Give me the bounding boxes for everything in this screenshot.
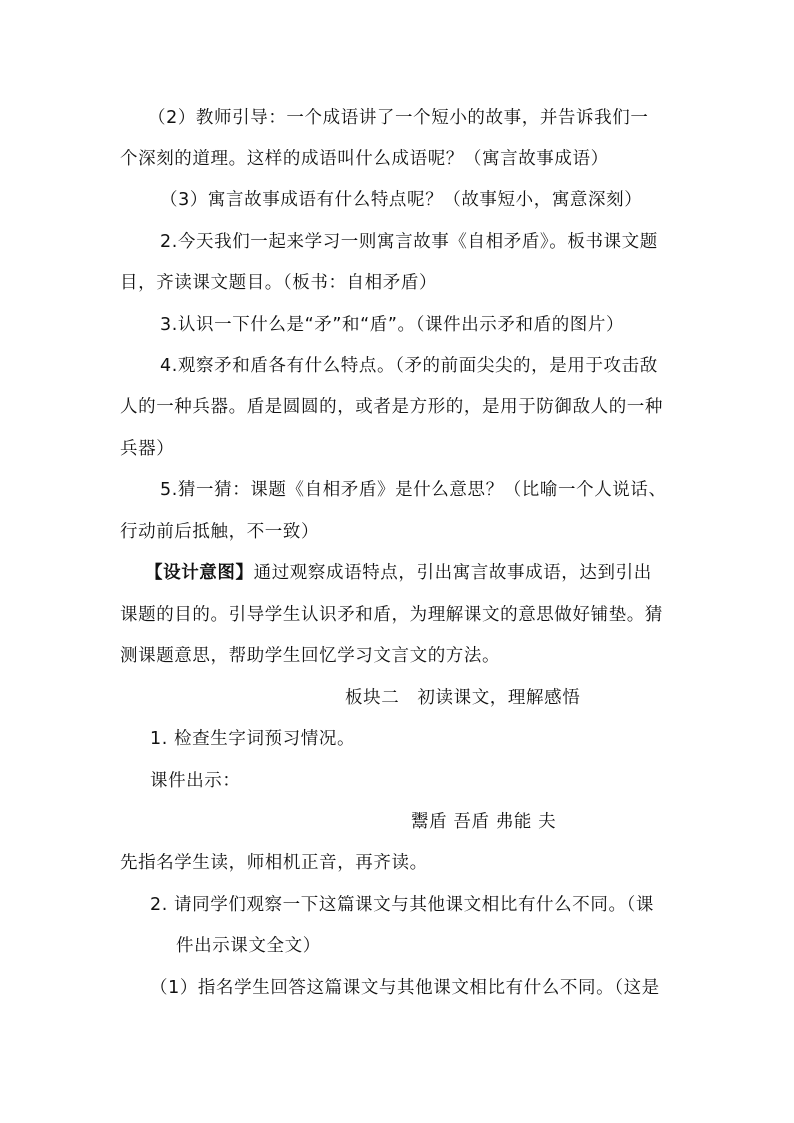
- section-heading: 板块二 初读课文，理解感悟: [345, 688, 581, 708]
- text-line: 5.猜一猜：课题《自相矛盾》是什么意思？（比喻一个人说话、: [160, 480, 667, 500]
- text-line: （1）指名学生回答这篇课文与其他课文相比有什么不同。（这是: [150, 978, 660, 998]
- text-line: 目，齐读课文题目。（板书：自相矛盾）: [120, 273, 438, 293]
- text-line: 2. 请同学们观察一下这篇课文与其他课文相比有什么不同。（课: [150, 895, 655, 915]
- text-line: （3）寓言故事成语有什么特点呢？（故事短小，寓意深刻）: [160, 190, 643, 210]
- text-line: 3.认识一下什么是“矛”和“盾”。（课件出示矛和盾的图片）: [160, 315, 625, 335]
- text-line: 件出示课文全文）: [176, 936, 321, 956]
- text-line: 测课题意思，帮助学生回忆学习文言文的方法。: [120, 646, 501, 666]
- text-line: 2.今天我们一起来学习一则寓言故事《自相矛盾》。板书课文题: [160, 232, 658, 252]
- text-line: 课件出示：: [150, 771, 241, 791]
- text-line: 先指名学生读，师相机正音，再齐读。: [120, 853, 428, 873]
- text-line: 4.观察矛和盾各有什么特点。（矛的前面尖尖的，是用于攻击敌: [160, 356, 658, 376]
- text-line: 人的一种兵器。盾是圆圆的，或者是方形的，是用于防御敌人的一种: [120, 397, 663, 417]
- text-line: 兵器）: [120, 439, 175, 459]
- vocabulary-line: 鬻盾 吾盾 弗能 夫: [411, 812, 557, 832]
- text-line: 1. 检查生字词预习情况。: [150, 729, 356, 749]
- text-line: 课题的目的。引导学生认识矛和盾，为理解课文的意思做好铺垫。猜: [120, 605, 663, 625]
- design-intent-label: 【设计意图】: [145, 563, 254, 583]
- design-intent-paragraph: [145, 561, 652, 585]
- text-line: 个深刻的道理。这样的成语叫什么成语呢？（寓言故事成语）: [120, 149, 609, 169]
- text-line: 通过观察成语特点，引出寓言故事成语，达到引出: [253, 563, 652, 583]
- text-line: （2）教师引导：一个成语讲了一个短小的故事，并告诉我们一: [148, 108, 649, 128]
- text-line: 行动前后抵触，不一致）: [120, 522, 320, 542]
